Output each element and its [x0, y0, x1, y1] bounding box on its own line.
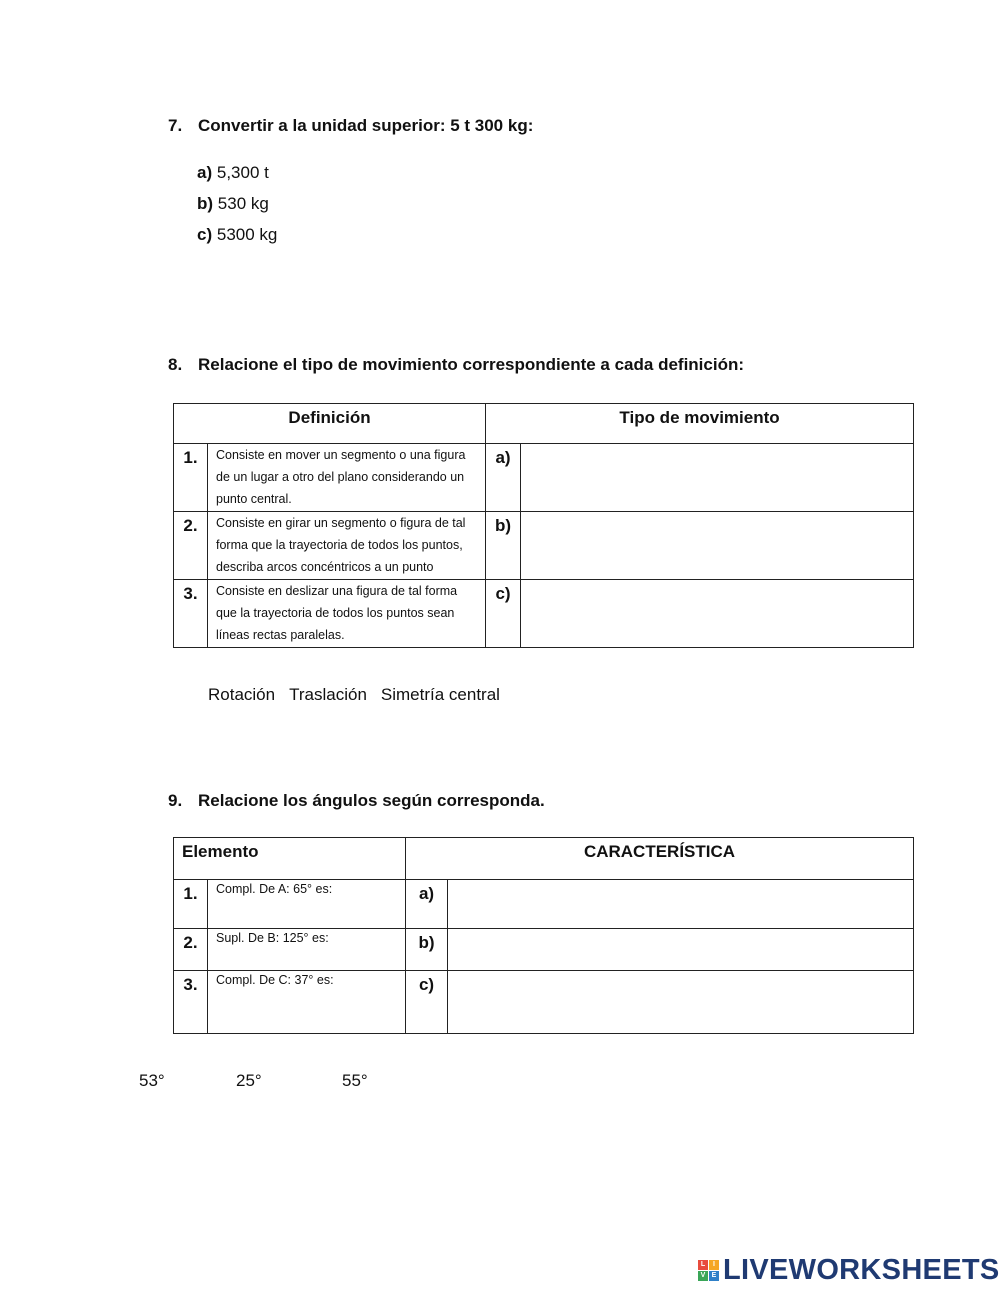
- q7-option-b[interactable]: [197, 194, 269, 214]
- q8-number: 8.: [168, 355, 183, 374]
- q9-row-2-number: 2.: [174, 929, 208, 971]
- q7-number: 7.: [168, 116, 183, 135]
- q7-option-a[interactable]: [197, 163, 269, 183]
- liveworksheets-logo-icon: [698, 1260, 719, 1281]
- table-row: [174, 444, 914, 512]
- logo-letter-l: L: [698, 1260, 708, 1270]
- q9-word-bank-2: [236, 1071, 276, 1091]
- table-row: [174, 929, 914, 971]
- q9-answer-b-field[interactable]: [448, 929, 914, 971]
- table-row: [174, 880, 914, 929]
- q9-row-1-element: Compl. De A: 65° es:: [208, 880, 406, 929]
- q9-row-3-letter: c): [406, 971, 448, 1034]
- logo-letter-v: V: [698, 1271, 708, 1281]
- q8-row-2-number: 2.: [174, 512, 208, 580]
- q9-row-3-element: Compl. De C: 37° es:: [208, 971, 406, 1034]
- q7-option-c-letter: c): [197, 225, 213, 244]
- q9-word-55: 55°: [342, 1071, 368, 1090]
- q9-row-3-number: 3.: [174, 971, 208, 1034]
- q8-title: [168, 355, 744, 375]
- logo-letter-e: E: [709, 1271, 719, 1281]
- q9-answer-a-field[interactable]: [448, 880, 914, 929]
- q9-row-2-letter: b): [406, 929, 448, 971]
- q8-row-1-definition: Consiste en mover un segmento o una figura de un lugar a otro del plano considerando un punto central.: [208, 444, 486, 512]
- q7-option-b-letter: b): [197, 194, 214, 213]
- q7-option-a-text: 5,300 t: [216, 163, 269, 182]
- table-row: [174, 971, 914, 1034]
- q8-row-2-definition: Consiste en girar un segmento o figura de tal forma que la trayectoria de todos los puntos, describa arcos concéntricos a un punto: [208, 512, 486, 580]
- q8-row-1-number: 1.: [174, 444, 208, 512]
- table-row: [174, 512, 914, 580]
- q8-row-3-number: 3.: [174, 580, 208, 648]
- q9-word-bank-1: [139, 1071, 179, 1091]
- q8-header-definition: Definición: [174, 404, 486, 444]
- logo-letter-i: I: [709, 1260, 719, 1270]
- q8-word-traslacion: Traslación: [289, 685, 367, 704]
- q9-table: [173, 837, 914, 1034]
- q8-row-3-definition: Consiste en deslizar una figura de tal forma que la trayectoria de todos los puntos sean líneas rectas paralelas.: [208, 580, 486, 648]
- q7-title-text: Convertir a la unidad superior: 5 t 300 kg:: [198, 116, 534, 135]
- q8-answer-a-field[interactable]: [521, 444, 914, 512]
- q7-option-b-text: 530 kg: [217, 194, 269, 213]
- q7-option-a-letter: a): [197, 163, 213, 182]
- q9-row-1-number: 1.: [174, 880, 208, 929]
- q8-word-bank: [208, 685, 514, 705]
- q9-number: 9.: [168, 791, 183, 810]
- q8-title-text: Relacione el tipo de movimiento correspondiente a cada definición:: [198, 355, 745, 374]
- q8-table: [173, 403, 914, 648]
- q7-title: [168, 116, 533, 136]
- q8-row-2-letter: b): [486, 512, 521, 580]
- q8-word-simetria: Simetría central: [380, 685, 500, 704]
- q8-header-row: [174, 404, 914, 444]
- q8-row-1-letter: a): [486, 444, 521, 512]
- q9-header-row: [174, 838, 914, 880]
- q8-answer-c-field[interactable]: [521, 580, 914, 648]
- q8-header-type: Tipo de movimiento: [486, 404, 914, 444]
- q9-answer-c-field[interactable]: [448, 971, 914, 1034]
- liveworksheets-logo-text: LIVEWORKSHEETS: [723, 1253, 1000, 1286]
- q9-title: [168, 791, 545, 811]
- q9-row-2-element: Supl. De B: 125° es:: [208, 929, 406, 971]
- liveworksheets-logo[interactable]: [698, 1255, 1000, 1285]
- q9-title-text: Relacione los ángulos según corresponda.: [198, 791, 545, 810]
- q8-row-3-letter: c): [486, 580, 521, 648]
- q9-word-25: 25°: [236, 1071, 262, 1090]
- table-row: [174, 580, 914, 648]
- q9-word-bank-3: [342, 1071, 382, 1091]
- q7-option-c[interactable]: [197, 225, 277, 245]
- q9-header-element: Elemento: [174, 838, 406, 880]
- q9-header-characteristic: CARACTERÍSTICA: [406, 838, 914, 880]
- q7-option-c-text: 5300 kg: [216, 225, 278, 244]
- q9-row-1-letter: a): [406, 880, 448, 929]
- q9-word-53: 53°: [139, 1071, 165, 1090]
- q8-answer-b-field[interactable]: [521, 512, 914, 580]
- q8-word-rotacion: Rotación: [208, 685, 276, 704]
